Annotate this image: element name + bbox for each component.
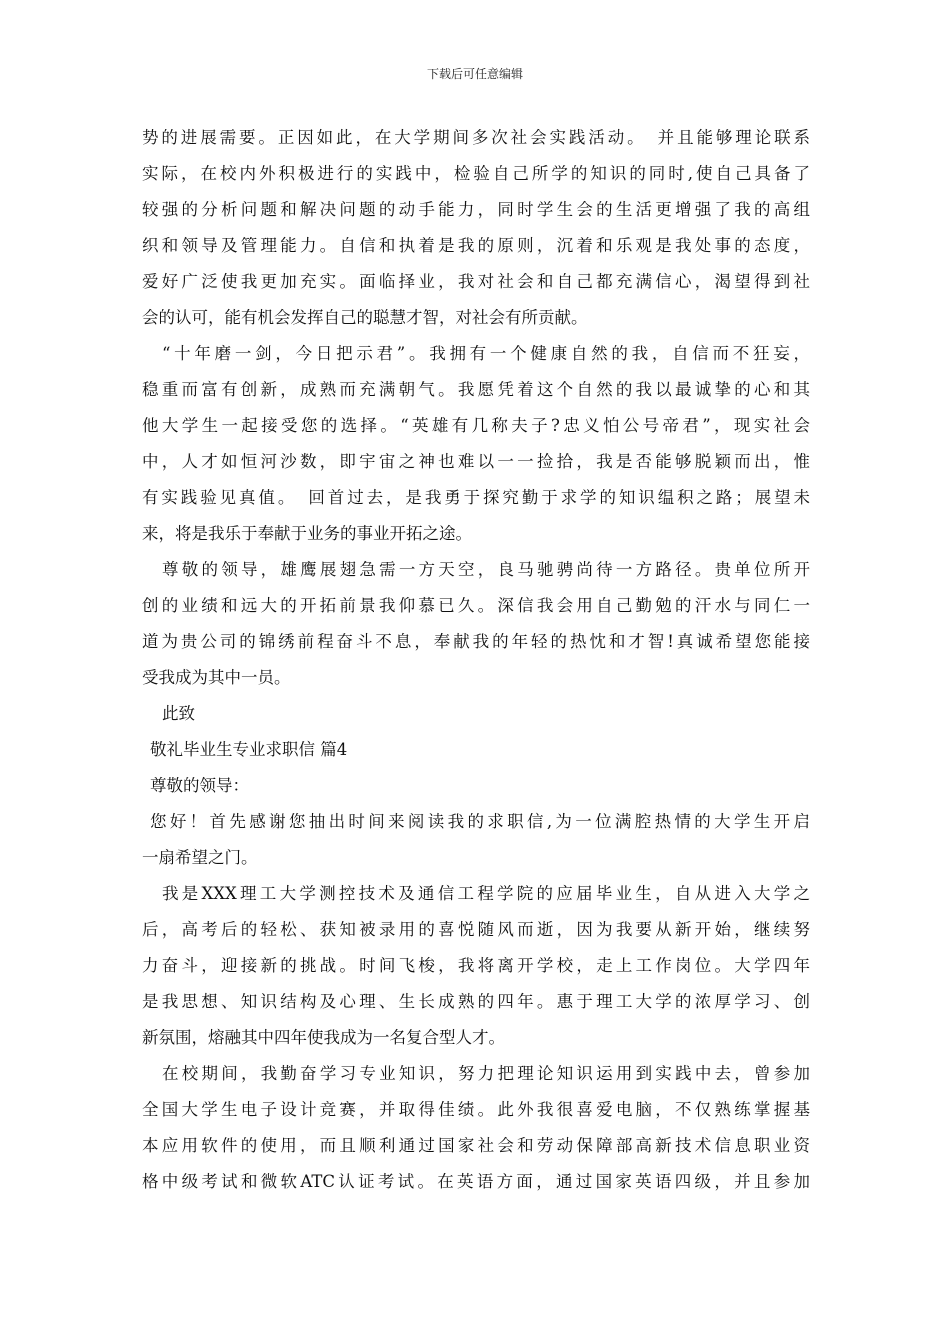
text-line: 受我成为其中一员。 [142,668,291,687]
text-line: 敬礼毕业生专业求职信 篇4 [150,740,348,759]
text-line: 一扇希望之门。 [142,848,258,867]
text-line: 您好！首先感谢您抽出时间来阅读我的求职信,为一位满腔热情的大学生开启 [150,812,810,831]
text-line: 爱好广泛使我更加充实。面临择业，我对社会和自己都充满信心，渴望得到社 [142,272,810,291]
text-line: “十年磨一剑，今日把示君”。我拥有一个健康自然的我，自信而不狂妄， [162,344,810,363]
text-line: 稳重而富有创新，成熟而充满朝气。我愿凭着这个自然的我以最诚挚的心和其 [142,380,810,399]
text-line: 新氛围，熔融其中四年使我成为一名复合型人才。 [142,1028,505,1047]
text-line: 实际，在校内外积极进行的实践中，检验自己所学的知识的同时,使自己具备了 [142,164,810,183]
text-line: 格中级考试和微软ATC认证考试。在英语方面，通过国家英语四级，并且参加 [142,1172,810,1191]
text-line: 此致 [162,704,195,723]
text-line: 创的业绩和远大的开拓前景我仰慕已久。深信我会用自己勤勉的汗水与同仁一 [142,596,810,615]
page-header: 下载后可任意编辑 [426,67,523,81]
text-line: 势的进展需要。正因如此，在大学期间多次社会实践活动。 并且能够理论联系 [142,128,810,147]
text-line: 本应用软件的使用，而且顺利通过国家社会和劳动保障部高新技术信息职业资 [142,1136,810,1155]
text-line: 道为贵公司的锦绣前程奋斗不息，奉献我的年轻的热忱和才智!真诚希望您能接 [142,632,810,651]
text-line: 有实践验见真值。 回首过去，是我勇于探究勤于求学的知识缊积之路；展望未 [142,488,810,507]
text-line: 尊敬的领导： [150,776,249,795]
text-line: 在校期间，我勤奋学习专业知识，努力把理论知识运用到实践中去，曾参加 [162,1064,810,1083]
text-line: 较强的分析问题和解决问题的动手能力，同时学生会的生活更增强了我的高组 [142,200,810,219]
text-line: 是我思想、知识结构及心理、生长成熟的四年。惠于理工大学的浓厚学习、创 [142,992,810,1011]
text-line: 全国大学生电子设计竞赛，并取得佳绩。此外我很喜爱电脑，不仅熟练掌握基 [142,1100,810,1119]
text-line: 来，将是我乐于奉献于业务的事业开拓之途。 [142,524,472,543]
text-line: 后，高考后的轻松、获知被录用的喜悦随风而逝，因为我要从新开始，继续努 [142,920,810,939]
text-line: 中，人才如恒河沙数，即宇宙之神也难以一一捡拾，我是否能够脱颖而出，惟 [142,452,810,471]
text-line: 织和领导及管理能力。自信和执着是我的原则，沉着和乐观是我处事的态度， [142,236,810,255]
text-line: 力奋斗，迎接新的挑战。时间飞梭，我将离开学校，走上工作岗位。大学四年 [142,956,810,975]
text-line: 他大学生一起接受您的选择。“英雄有几称夫子?忠义怕公号帝君”，现实社会 [142,416,810,435]
text-line: 我是XXX理工大学测控技术及通信工程学院的应届毕业生，自从进入大学之 [162,884,810,903]
text-line: 会的认可，能有机会发挥自己的聪慧才智，对社会有所贡献。 [142,308,588,327]
document-body [142,120,810,1200]
text-line: 尊敬的领导，雄鹰展翅急需一方天空，良马驰骋尚待一方路径。贵单位所开 [162,560,810,579]
